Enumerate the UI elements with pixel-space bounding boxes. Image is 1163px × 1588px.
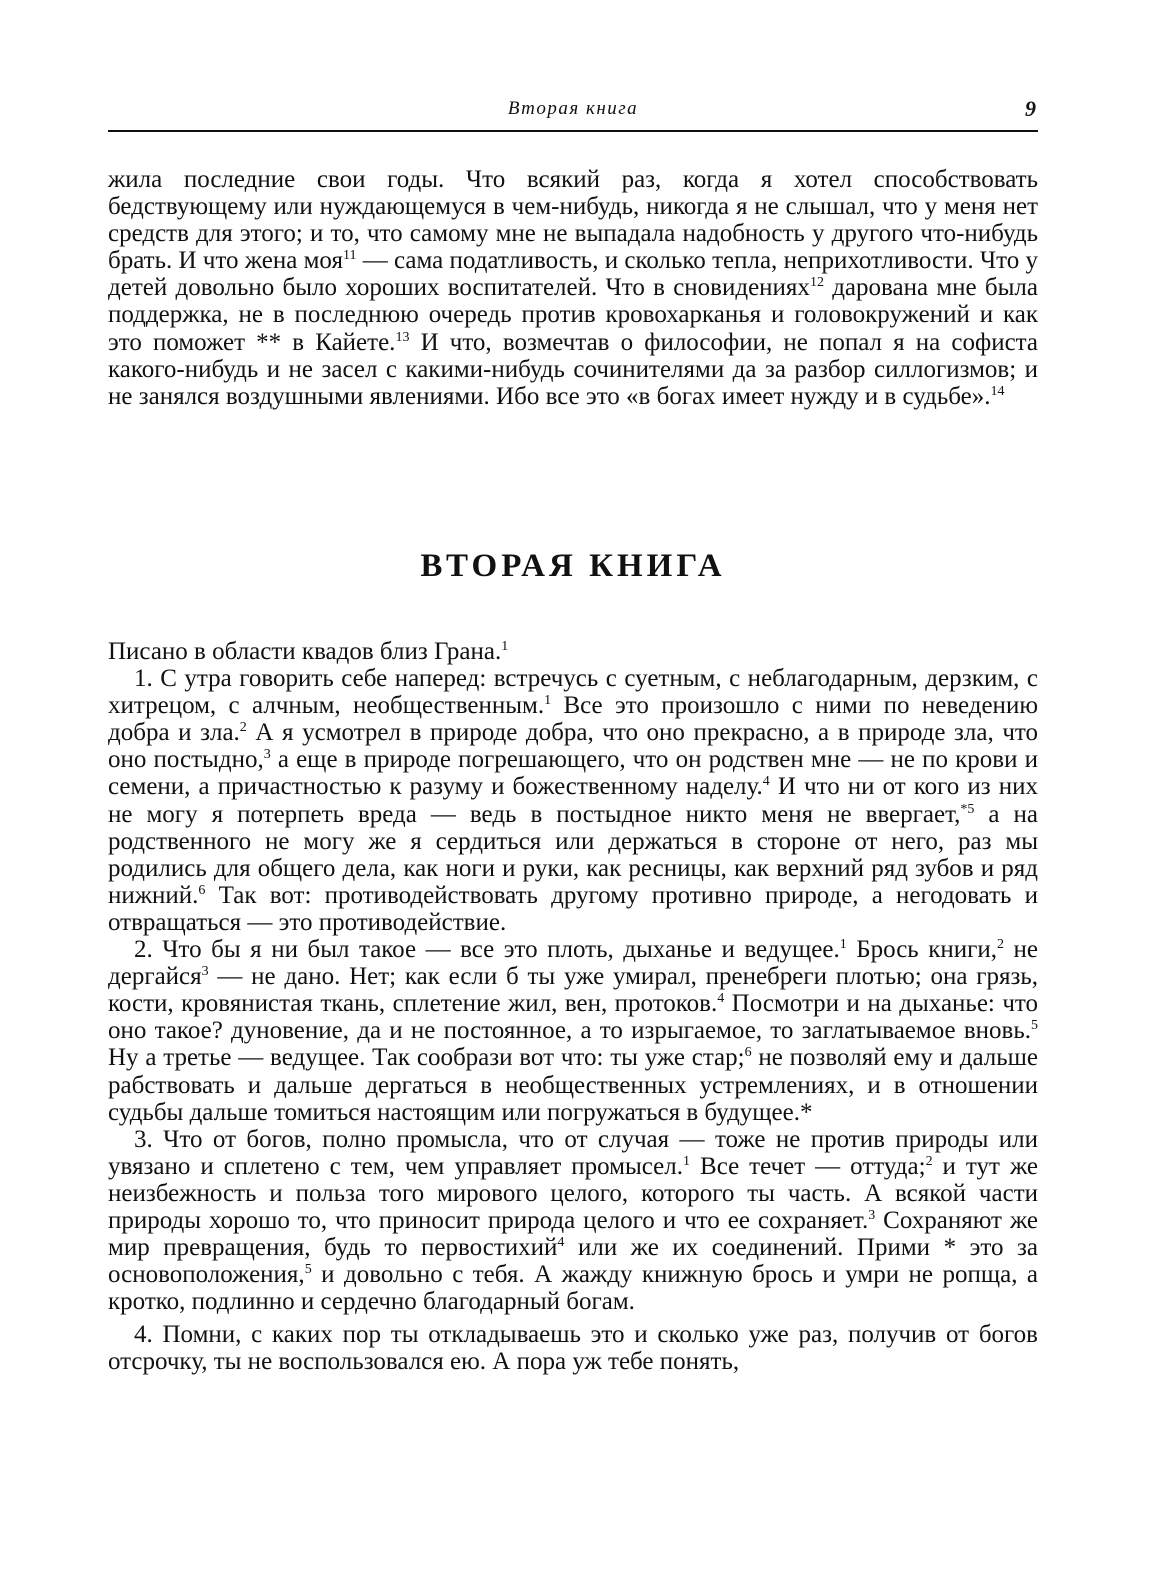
text-run: Все течет — оттуда; [690, 1152, 926, 1180]
footnote-ref: 1 [501, 639, 509, 654]
page-number: 9 [1025, 96, 1036, 121]
footnote-ref: 11 [342, 248, 357, 264]
footnote-ref: 1 [839, 937, 847, 953]
text-run: И что, возмечтав о философии, не попал я на софиста какого-нибудь и не засел с какими-нибудь сочинителями да за разбор силлогизмов; и не занялся воздушными явлениями. Ибо все это «в богах имеет нужду и в судьбе». [108, 328, 1038, 410]
footnote-ref: 2 [239, 720, 247, 736]
text-run: или же их соединений. Прими * это за основоположения, [108, 1234, 1038, 1289]
header-rule [108, 130, 1038, 132]
intro-paragraph [108, 166, 1038, 410]
running-title: Вторая книга [507, 98, 639, 119]
text-run: Ну а третье — ведущее. Так сообрази вот что: ты уже стар; [108, 1044, 745, 1072]
text-run: не позволяй ему и дальше рабствовать и дальше дергаться в необщественных устремлениях, и в отношении судьбы дальше томиться настоящим или погружаться в будущее.* [108, 1044, 1038, 1126]
footnote-ref: 2 [997, 937, 1005, 953]
paragraph-4 [108, 1321, 1038, 1375]
footnote-ref: 6 [198, 882, 206, 898]
paragraph-3 [108, 1126, 1038, 1316]
footnote-ref: 12 [809, 275, 824, 291]
text-run: и тут же неизбежность и польза того мирового целого, которого ты часть. А всякой части природы хорошо то, что приносит природа целого и что ее сохраняет. [108, 1152, 1038, 1234]
footnote-ref: 3 [201, 964, 209, 980]
footnote-ref: 6 [744, 1045, 752, 1061]
text-run: — сама податливость, и сколько тепла, неприхотливости. Что у детей довольно было хороших воспитателей. Что в сновидениях [108, 247, 1039, 302]
footnote-ref: 1 [544, 693, 552, 709]
running-header [108, 96, 1038, 130]
footnote-ref: 4 [717, 991, 725, 1007]
text-run: и довольно с тебя. А жажду книжную брось и умри не ропща, а кротко, подлинно и сердечно благодарный богам. [108, 1261, 1038, 1316]
footnote-ref: *5 [960, 801, 975, 817]
paragraph-1 [108, 665, 1038, 936]
text-run: дарована мне была поддержка, не в последнюю очередь против кровохарканья и головокружений и как это поможет ** в Кайете. [108, 274, 1038, 356]
paragraph-2 [108, 936, 1038, 1126]
text-run: И что ни от кого из них не могу я потерпеть вреда — ведь в постыдное никто меня не ввергает, [108, 773, 1038, 828]
text-run: Брось книги, [846, 936, 998, 964]
intro-text-block [108, 166, 1038, 410]
footnote-ref: 4 [557, 1235, 565, 1251]
text-run: Писано в области квадов близ Грана. [108, 638, 502, 665]
text-run: — не дано. Нет; как если б ты уже умирал, пренебреги плотью; она грязь, кости, кровянистая ткань, сплетение жил, вен, протоков. [108, 963, 1038, 1018]
footnote-ref: 3 [868, 1207, 876, 1223]
text-run: Сохраняют же мир превращения, будь то первостихий [108, 1206, 1038, 1262]
text-run: а на родственного не могу же я сердиться или держаться в стороне от него, раз мы родились для общего дела, как ноги и руки, как ресницы, как верхний ряд зубов и ряд нижний. [108, 800, 1038, 909]
text-run: А я усмотрел в природе добра, что оно прекрасно, а в природе зла, что оно постыдно, [108, 719, 1038, 774]
text-run: 1. С утра говорить себе наперед: встречусь с суетным, с неблагодарным, дерзким, с хитрецом, с алчным, необщественным. [108, 665, 1038, 720]
footnote-ref: 3 [263, 747, 271, 763]
footnote-ref: 1 [683, 1153, 691, 1169]
footnote-ref: 5 [1031, 1018, 1038, 1034]
text-run: жила последние свои годы. Что всякий раз, когда я хотел способствовать бедствующему или нуждающемуся в чем-нибудь, никогда я не слышал, что у меня нет средств для этого; и то, что самому мне не выпадала надобность у другого что-нибудь брать. И что жена моя [108, 166, 1038, 275]
text-run: Посмотри и на дыханье: что оно такое? дуновение, да и не постоянное, а то изрыгаемое, то заглатываемое вновь. [108, 990, 1038, 1045]
footnote-ref: 5 [304, 1262, 312, 1278]
main-text-block [108, 638, 1038, 1376]
footnote-ref: 14 [990, 383, 1005, 399]
text-run: 3. Что от богов, полно промысла, что от случая — тоже не против природы или увязано и сплетено с тем, чем управляет промысел. [108, 1125, 1038, 1180]
text-run: Все это произошло с ними по неведению добра и зла. [108, 692, 1038, 747]
footnote-ref: 13 [395, 329, 410, 345]
footnote-ref: 4 [762, 774, 770, 790]
text-run: не дергайся [108, 936, 1039, 991]
text-run: а еще в природе погрешающего, что он родствен мне — не по крови и семени, а причастностью к разуму и божественному наделу. [108, 746, 1038, 801]
epigraph [108, 638, 1038, 665]
text-run: Так вот: противодействовать другому противно природе, а негодовать и отвращаться — это противодействие. [108, 881, 1038, 936]
text-run: 4. Помни, с каких пор ты откладываешь это и сколько уже раз, получив от богов отсрочку, ты не воспользовался ею. А пора уж тебе понять, [108, 1321, 1038, 1376]
text-run: 2. Что бы я ни был такое — все это плоть, дыханье и ведущее. [134, 936, 840, 964]
chapter-title: ВТОРАЯ КНИГА [420, 548, 726, 584]
footnote-ref: 2 [925, 1153, 933, 1169]
